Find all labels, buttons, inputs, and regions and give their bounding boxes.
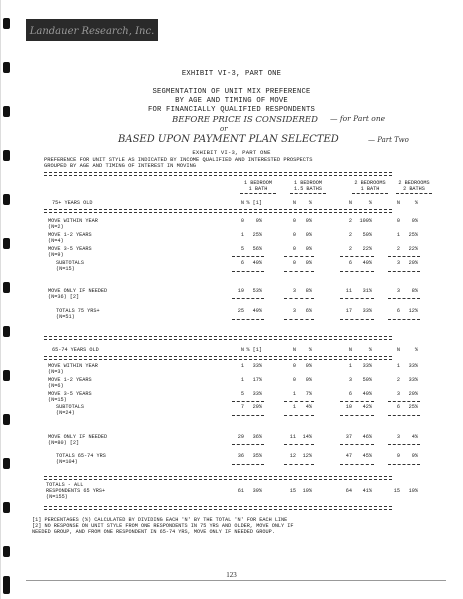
rule (388, 319, 420, 320)
pct-cell: 0% (305, 232, 312, 238)
n-cell: 0 (292, 377, 296, 383)
pct-cell: 56% (252, 246, 262, 252)
row-label: TOTALS 65-74 YRS (56, 453, 106, 459)
n-cell: 2 (396, 377, 400, 383)
n-header: N (292, 200, 296, 206)
footnote-1: [1] PERCENTAGES (%) CALCULATED BY DIVIDING EACH 'N' BY THE TOTAL 'N' FOR EACH LINE (32, 517, 288, 523)
n-cell: 2 (348, 246, 352, 252)
pct-cell: 40% (252, 260, 262, 266)
row-label: (N=80) [2] (48, 440, 80, 446)
pct-cell: 41% (362, 488, 372, 494)
pct-cell: 10% (408, 488, 418, 494)
n-cell: 11 (345, 288, 352, 294)
rule (44, 172, 392, 176)
table-title: EXHIBIT VI-3, PART ONE (192, 149, 271, 156)
rule (388, 464, 420, 465)
n-cell: 64 (345, 488, 352, 494)
rule (290, 193, 326, 194)
rule (284, 444, 314, 445)
section-heading: 75+ YEARS OLD (52, 200, 93, 206)
pct-cell: 33% (408, 377, 418, 383)
rule (340, 415, 374, 416)
row-label: MOVE 1-2 YEARS (48, 232, 92, 238)
column-heading: 1 BATH (360, 186, 380, 192)
pct-cell: 0% (305, 246, 312, 252)
n-cell: 6 (396, 308, 400, 314)
n-cell: 6 (348, 260, 352, 266)
n-cell: 1 (396, 232, 400, 238)
n-cell: 12 (289, 453, 296, 459)
n-cell: 11 (289, 434, 296, 440)
rule (388, 444, 420, 445)
pct-cell: 49% (252, 308, 262, 314)
pct-cell: 33% (252, 363, 262, 369)
n-cell: 7 (240, 404, 244, 410)
pct-cell: 35% (252, 453, 262, 459)
pct-cell: 22% (408, 246, 418, 252)
n-cell: 3 (396, 288, 400, 294)
n-cell: 15 (289, 488, 296, 494)
column-heading: 1 BATH (248, 186, 268, 192)
rule (284, 464, 314, 465)
handwritten-before-price: BEFORE PRICE IS CONSIDERED (172, 115, 318, 125)
rule (284, 271, 314, 272)
pct-cell: 10% (302, 488, 312, 494)
n-cell: 25 (237, 308, 244, 314)
row-label: (N=3) (48, 369, 64, 375)
n-cell: 1 (292, 404, 296, 410)
exhibit-title: EXHIBIT VI-3, PART ONE (181, 70, 282, 78)
n-header: N (348, 347, 352, 353)
handwritten-part-one-note: — for Part one (330, 114, 386, 123)
row-label: (N=15) (48, 397, 67, 403)
pct-cell: 9% (411, 453, 418, 459)
pct-cell: 7% (305, 391, 312, 397)
bottom-rule (26, 580, 446, 581)
rule (340, 298, 374, 299)
pct-header: % (414, 200, 418, 206)
pct-cell: 22% (362, 246, 372, 252)
column-heading: 2 BEDROOMS (354, 180, 386, 186)
column-heading: 1 BEDROOM (293, 180, 323, 186)
rule (232, 444, 264, 445)
pct-cell: 50% (362, 232, 372, 238)
n-cell: 3 (292, 308, 296, 314)
n-header: N (240, 347, 244, 353)
column-heading: 1.5 BATHS (293, 186, 323, 192)
pct-header: % [1] (246, 347, 262, 353)
double-rule (44, 356, 392, 360)
row-label: SUBTOTALS (56, 404, 85, 410)
row-label: (N=9) (48, 252, 64, 258)
row-label: MOVE WITHIN YEAR (48, 218, 98, 224)
pct-cell: 4% (411, 434, 418, 440)
rule (284, 319, 314, 320)
handwritten-or: or (220, 125, 228, 133)
row-label: (N=2) (48, 224, 64, 230)
pct-cell: 0% (411, 218, 418, 224)
pct-cell: 31% (362, 288, 372, 294)
company-logo (26, 19, 158, 41)
rule (340, 319, 374, 320)
pct-cell: 4% (305, 404, 312, 410)
n-cell: 0 (292, 363, 296, 369)
row-label: (N=6) (48, 383, 64, 389)
handwritten-part-two-note: — Part Two (368, 136, 409, 144)
handwritten-based-upon: BASED UPON PAYMENT PLAN SELECTED (118, 134, 339, 145)
rule (232, 256, 264, 257)
pct-cell: 8% (305, 288, 312, 294)
pct-cell: 6% (305, 308, 312, 314)
n-cell: 0 (292, 218, 296, 224)
n-cell: 2 (348, 218, 352, 224)
n-cell: 0 (292, 246, 296, 252)
n-cell: 3 (292, 288, 296, 294)
row-label: (N=36) [2] (48, 294, 80, 300)
rule (388, 256, 420, 257)
n-cell: 5 (240, 391, 244, 397)
n-cell: 0 (292, 232, 296, 238)
n-cell: 6 (348, 391, 352, 397)
n-header: N (396, 347, 400, 353)
rule (232, 298, 264, 299)
page-number: 123 (226, 571, 237, 579)
pct-cell: 100% (359, 218, 372, 224)
pct-header: % (368, 347, 372, 353)
rule (340, 271, 374, 272)
double-rule (44, 506, 392, 510)
pct-header: % [1] (246, 200, 262, 206)
footnote-2: [2] NO RESPONSE ON UNIT STYLE FROM ONE RESPONDENTS IN 75 YRS AND OLDER, MOVE ONLY IF (32, 523, 294, 529)
rule (388, 298, 420, 299)
row-label: MOVE 1-2 YEARS (48, 377, 92, 383)
pct-cell: 40% (362, 391, 372, 397)
pct-cell: 0% (305, 377, 312, 383)
rule (396, 193, 432, 194)
row-label: (N=104) (56, 459, 78, 465)
row-label: (N=51) (56, 314, 75, 320)
n-cell: 2 (396, 246, 400, 252)
n-header: N (348, 200, 352, 206)
column-heading: 2 BEDROOMS (398, 180, 430, 186)
row-label: MOVE ONLY IF NEEDED (48, 434, 108, 440)
pct-cell: 33% (362, 308, 372, 314)
pct-cell: 8% (411, 288, 418, 294)
n-cell: 10 (345, 404, 352, 410)
row-label: MOVE 3-5 YEARS (48, 391, 92, 397)
n-cell: 36 (237, 453, 244, 459)
rule (388, 271, 420, 272)
n-cell: 1 (348, 363, 352, 369)
pct-cell: 25% (408, 232, 418, 238)
pct-cell: 40% (362, 260, 372, 266)
row-label: (N=15) (56, 266, 75, 272)
column-heading: 2 BATHS (403, 186, 425, 192)
n-cell: 1 (240, 363, 244, 369)
pct-cell: 42% (362, 404, 372, 410)
pct-cell: 0% (305, 260, 312, 266)
n-cell: 0 (396, 218, 400, 224)
rule (340, 444, 374, 445)
rule (232, 415, 264, 416)
pct-cell: 14% (302, 434, 312, 440)
n-cell: 47 (345, 453, 352, 459)
rule (284, 298, 314, 299)
row-label: (N=24) (56, 410, 75, 416)
row-label: MOVE ONLY IF NEEDED (48, 288, 108, 294)
n-cell: 29 (237, 434, 244, 440)
column-heading: 1 BEDROOM (243, 180, 273, 186)
pct-cell: 29% (252, 404, 262, 410)
n-cell: 1 (240, 377, 244, 383)
n-cell: 1 (396, 363, 400, 369)
rule (232, 319, 264, 320)
double-rule (44, 336, 392, 340)
pct-cell: 20% (408, 260, 418, 266)
n-cell: 17 (345, 308, 352, 314)
rule (340, 401, 374, 402)
rule (340, 256, 374, 257)
n-cell: 6 (240, 260, 244, 266)
pct-header: % (308, 347, 312, 353)
pct-cell: 33% (408, 363, 418, 369)
pct-cell: 20% (408, 391, 418, 397)
row-label: MOVE WITHIN YEAR (48, 363, 98, 369)
rule (232, 271, 264, 272)
grand-total-label: (N=155) (46, 494, 68, 500)
double-rule (44, 476, 392, 480)
rule (388, 401, 420, 402)
subtitle-line-2: BY AGE AND TIMING OF MOVE (175, 97, 288, 105)
pct-cell: 0% (305, 218, 312, 224)
pct-cell: 50% (362, 377, 372, 383)
pct-header: % (368, 200, 372, 206)
pct-cell: 46% (362, 434, 372, 440)
n-header: N (240, 200, 244, 206)
table-desc-2: GROUPED BY AGE AND TIMING OF INTEREST IN MOVING (44, 163, 197, 169)
subtitle-line-1: SEGMENTATION OF UNIT MIX PREFERENCE (152, 88, 311, 96)
n-cell: 3 (396, 260, 400, 266)
pct-cell: 25% (408, 404, 418, 410)
row-label: TOTALS 75 YRS+ (56, 308, 100, 314)
rule (240, 193, 276, 194)
n-cell: 37 (345, 434, 352, 440)
pct-cell: 45% (362, 453, 372, 459)
double-rule (44, 209, 392, 213)
n-cell: 0 (240, 218, 244, 224)
n-cell: 3 (396, 434, 400, 440)
n-header: N (396, 200, 400, 206)
pct-cell: 33% (362, 363, 372, 369)
n-cell: 9 (396, 453, 400, 459)
n-cell: 1 (240, 232, 244, 238)
pct-header: % (414, 347, 418, 353)
pct-cell: 0% (305, 363, 312, 369)
rule (340, 464, 374, 465)
rule (352, 193, 388, 194)
n-cell: 19 (237, 288, 244, 294)
rule (232, 401, 264, 402)
row-label: SUBTOTALS (56, 260, 85, 266)
rule (284, 415, 314, 416)
rule (284, 401, 314, 402)
n-cell: 1 (292, 391, 296, 397)
n-cell: 5 (240, 246, 244, 252)
pct-cell: 0% (255, 218, 262, 224)
svg-text:Landauer Research, Inc.: Landauer Research, Inc. (29, 26, 155, 37)
n-cell: 3 (348, 377, 352, 383)
n-cell: 6 (396, 404, 400, 410)
n-cell: 0 (292, 260, 296, 266)
pct-cell: 33% (252, 391, 262, 397)
rule (388, 415, 420, 416)
pct-cell: 53% (252, 288, 262, 294)
pct-cell: 17% (252, 377, 262, 383)
section-heading: 65-74 YEARS OLD (52, 347, 99, 353)
n-cell: 3 (396, 391, 400, 397)
row-label: MOVE 3-5 YEARS (48, 246, 92, 252)
pct-cell: 39% (252, 488, 262, 494)
rule (232, 464, 264, 465)
pct-header: % (308, 200, 312, 206)
pct-cell: 12% (408, 308, 418, 314)
row-label: (N=4) (48, 238, 64, 244)
table-desc-1: PREFERENCE FOR UNIT STYLE AS INDICATED BY INCOME QUALIFIED AND INTERESTED PROSPECTS (44, 157, 313, 163)
grand-total-label: TOTALS - ALL (46, 482, 84, 488)
pct-cell: 36% (252, 434, 262, 440)
n-cell: 2 (348, 232, 352, 238)
n-cell: 61 (237, 488, 244, 494)
n-cell: 15 (393, 488, 400, 494)
grand-total-label: RESPONDENTS 65 YRS+ (46, 488, 106, 494)
pct-cell: 25% (252, 232, 262, 238)
pct-cell: 12% (302, 453, 312, 459)
n-header: N (292, 347, 296, 353)
subtitle-line-3: FOR FINANCIALLY QUALIFIED RESPONDENTS (148, 106, 315, 114)
rule (284, 256, 314, 257)
footnote-3: NEEDED GROUP, AND FROM ONE RESPONDENT IN 65-74 YRS, MOVE ONLY IF NEEDED GROUP. (32, 529, 275, 535)
